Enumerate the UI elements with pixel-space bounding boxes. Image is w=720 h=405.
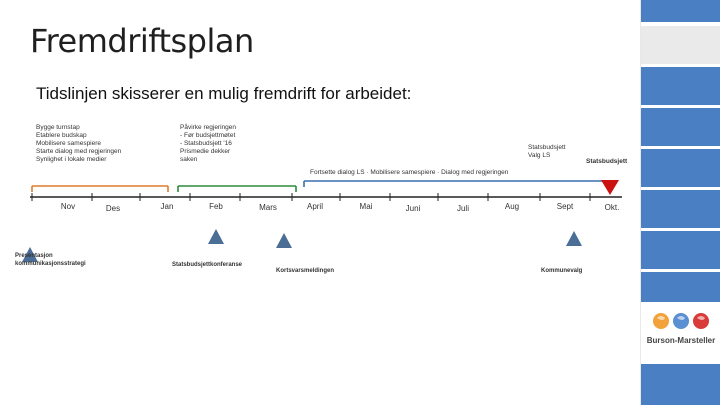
phase-bracket-blue: [304, 181, 610, 187]
timeline-caption: Fortsette dialog LS · Mobilisere samespiere · Dialog med regjeringen: [310, 169, 509, 176]
side-tile-3: [641, 67, 720, 105]
logo-text: Burson-Marsteller: [646, 336, 716, 345]
side-tile-8: [641, 272, 720, 302]
month-label: Mai: [359, 202, 373, 211]
month-label: Okt.: [604, 203, 620, 212]
side-tile-5: [641, 149, 720, 187]
page-subtitle: Tidslinjen skisserer en mulig fremdrift for arbeidet:: [36, 84, 412, 103]
milestone-label: Kortsvarsmeldingen: [276, 268, 335, 274]
page-title: Fremdriftsplan: [30, 22, 254, 60]
note-line: - Før budsjettmøtet: [180, 132, 236, 139]
month-label: April: [306, 202, 323, 211]
burson-marsteller-logo: [645, 306, 717, 356]
note-line: Synlighet i lokale medier: [36, 156, 107, 163]
note-line: Statsbudsjett: [528, 144, 566, 151]
side-tile-6: [641, 190, 720, 228]
note-line: Påvirke regjeringen: [180, 124, 237, 131]
month-label: Feb: [209, 202, 223, 211]
milestone-triangle-2: [208, 229, 224, 244]
note-line: Mobilisere samespiere: [36, 140, 102, 147]
notes-far-right: Statsbudsjett: [586, 158, 628, 165]
side-tile-1: [641, 0, 720, 22]
side-tile-7: [641, 231, 720, 269]
logo-globes-icon: [645, 306, 717, 336]
milestone-label: Statsbudsjettkonferanse: [172, 262, 243, 268]
note-line: Etablere budskap: [36, 132, 87, 139]
side-tile-9: [641, 364, 720, 405]
deadline-triangle-marker: [601, 180, 619, 195]
milestone-triangle-3: [276, 233, 292, 248]
note-line: Valg LS: [528, 152, 551, 159]
month-label: Jan: [160, 202, 174, 211]
milestone-triangle-4: [566, 231, 582, 246]
note-line: Bygge turnstap: [36, 124, 80, 131]
note-line: Starte dialog med regjeringen: [36, 148, 122, 155]
side-tile-4: [641, 108, 720, 146]
month-label: Nov: [60, 202, 76, 211]
month-label: Des: [105, 204, 121, 213]
month-label: Sept: [556, 202, 574, 211]
note-line: Prismedie dekker: [180, 148, 231, 155]
month-label: Juli: [456, 204, 469, 213]
month-label: Juni: [405, 204, 421, 213]
phase-bracket-orange: [32, 186, 168, 192]
side-tile-2: [641, 26, 720, 64]
phase-bracket-green: [178, 186, 296, 192]
milestone-label: Kommunevalg: [541, 268, 583, 274]
month-label: Aug: [504, 202, 520, 211]
milestone-label: Presentasjon kommunikasjonsstrategi: [15, 253, 86, 267]
note-line: - Statsbudsjett '16: [180, 140, 232, 147]
month-label: Mars: [259, 203, 277, 212]
note-line: saken: [180, 156, 198, 163]
